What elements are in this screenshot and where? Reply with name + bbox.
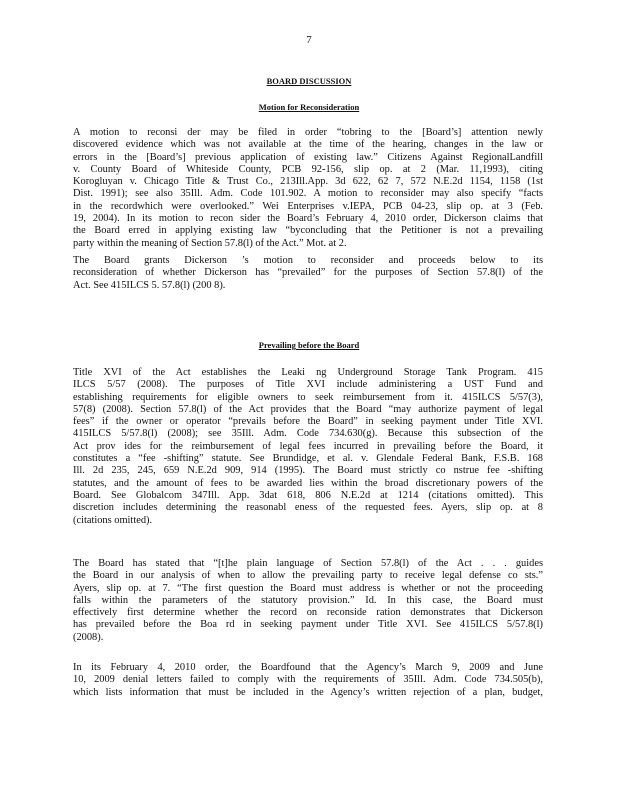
paragraph-board-grants <box>73 255 543 292</box>
text-line: The Board has stated that “[t]he plain language of Section 57.8(l) of the Act . . . guides <box>73 558 543 569</box>
text-line: reconsideration of whether Dickerson has “prevailed” for the purposes of Section 57.8(l) of the <box>73 267 543 279</box>
text-line: (2008). <box>73 631 104 643</box>
text-line: has prevailed before the Boa rd in seeking payment under Title XVI. See 415ILCS 5/57.8(l) <box>73 619 543 631</box>
text-line: in the recordwhich were overlooked.” Wei Enterprises v.IEPA, PCB 04-23, slip op. at 3 (Feb. <box>73 200 543 212</box>
text-line: statutes, and the amount of fees to be awarded lies within the broad discretionary powers of the <box>73 477 543 489</box>
text-line: party within the meaning of Section 57.8(l) of the Act.” Mot. at 2. <box>73 237 347 249</box>
text-line: In its February 4, 2010 order, the Boardfound that the Agency’s March 9, 2009 and June <box>73 662 543 673</box>
paragraph-title-xvi <box>73 367 543 527</box>
paragraph-plain-language <box>73 558 543 644</box>
text-line: the Board in our analysis of when to allow the prevailing party to receive legal defense co sts.” <box>73 570 543 582</box>
heading-board-discussion: BOARD DISCUSSION <box>266 76 352 86</box>
text-line: 10, 2009 denial letters failed to comply with the requirements of 35Ill. Adm. Code 734.505(b), <box>73 674 543 686</box>
heading-prevailing-before-the-board: Prevailing before the Board <box>258 340 360 350</box>
heading-motion-for-reconsideration: Motion for Reconsideration <box>258 102 360 112</box>
text-line: Board. See Globalcom 347Ill. App. 3dat 618, 806 N.E.2d at 1214 (citations omitted). This <box>73 489 543 501</box>
text-line: 19, 2004). In its motion to recon sider the Board’s February 4, 2010 order, Dickerson claims that <box>73 213 543 225</box>
text-line: errors in the [Board’s] previous application of existing law.” Citizens Against RegionalLandfill <box>73 151 543 163</box>
text-line: ILCS 5/57 (2008). The purposes of Title XVI include administering a UST Fund and <box>73 379 543 391</box>
text-line: 57(8) (2008). Section 57.8(l) of the Act provides that the Board “may authorize payment of legal <box>73 403 543 415</box>
text-line: Ill. 2d 235, 245, 659 N.E.2d 909, 914 (1995). The Board must strictly co nstrue fee -shifting <box>73 465 543 477</box>
text-line: 415ILCS 5/57.8(l) (2008); see 35Ill. Adm. Code 734.630(g). Because this subsection of the <box>73 428 543 440</box>
text-line: Act prov ides for the reimbursement of legal fees incurred in prevailing before the Board, it <box>73 440 543 452</box>
text-line: falls within the parameters of the statutory provision.” Id. In this case, the Board must <box>73 594 543 606</box>
text-line: (citations omitted). <box>73 514 153 526</box>
text-line: The Board grants Dickerson ’s motion to reconsider and proceeds below to its <box>73 255 543 266</box>
text-line: Dist. 1991); see also 35Ill. Adm. Code 101.902. A motion to reconsider may also specify “facts <box>73 188 543 200</box>
text-line: Title XVI of the Act establishes the Leaki ng Underground Storage Tank Program. 415 <box>73 367 543 378</box>
paragraph-february-order <box>73 662 543 699</box>
text-line: Act. See 415ILCS 5. 57.8(l) (200 8). <box>73 279 226 291</box>
text-line: the Board erred in applying existing law “byconcluding that the Petitioner is not a prevailing <box>73 225 543 237</box>
text-line: constitutes a “fee -shifting” statute. See Brundidge, et al. v. Glendale Federal Bank, F.S.B. 168 <box>73 453 543 465</box>
text-line: Ayers, slip op. at 7. “The first question the Board must address is whether or not the proceeding <box>73 582 543 594</box>
text-line: establishing requirements for eligible owners to seek reimbursement from it. 415ILCS 5/57(3), <box>73 391 543 403</box>
paragraph-motion-standard <box>73 127 543 250</box>
text-line: A motion to reconsi der may be filed in order “tobring to the [Board’s] attention newly <box>73 127 543 138</box>
text-line: effectively first determine whether the record on reconside ration demonstrates that Dickerson <box>73 607 543 619</box>
text-line: fees” if the owner or operator “prevails before the Board” in seeking payment under Title XVI. <box>73 416 543 428</box>
text-line: which lists information that must be included in the Agency’s written rejection of a plan, budget, <box>73 686 543 698</box>
text-line: v. County Board of Whiteside County, PCB 92-156, slip op. at 2 (Mar. 11,1993), citing <box>73 163 543 175</box>
text-line: Korogluyan v. Chicago Title & Trust Co., 213Ill.App. 3d 622, 62 7, 572 N.E.2d 1154, 1158 (1st <box>73 176 543 188</box>
text-line: discovered evidence which was not available at the time of the hearing, changes in the law or <box>73 139 543 151</box>
page-number: 7 <box>306 34 312 46</box>
text-line: discretion includes determining the reasonabl eness of the requested fees. Ayers, slip op. at 8 <box>73 502 543 514</box>
